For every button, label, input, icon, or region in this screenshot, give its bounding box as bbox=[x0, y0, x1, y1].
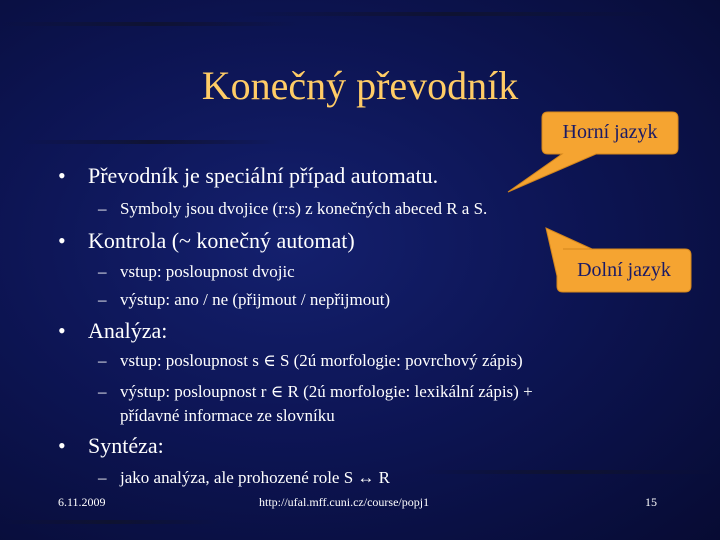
footer-date: 6.11.2009 bbox=[58, 495, 106, 509]
sub-item bbox=[98, 467, 390, 488]
bullet-item bbox=[58, 318, 167, 344]
bullet-text: Analýza: bbox=[88, 318, 168, 343]
sub-marker: – bbox=[98, 468, 107, 487]
bullet-item bbox=[58, 228, 355, 254]
slide-title: Konečný převodník bbox=[201, 63, 519, 108]
sub-item bbox=[98, 289, 390, 310]
sub-item bbox=[98, 198, 487, 219]
footer-page-number: 15 bbox=[645, 495, 657, 509]
bullet-marker: • bbox=[58, 433, 66, 458]
sub-marker: – bbox=[98, 351, 107, 370]
bullet-marker: • bbox=[58, 318, 66, 343]
bullet-item bbox=[58, 163, 438, 189]
callout-lower-label: Dolní jazyk bbox=[577, 259, 671, 281]
sub-marker: – bbox=[98, 290, 107, 309]
sub-text: jako analýza, ale prohozené role S ↔ R bbox=[120, 468, 391, 487]
sub-text: vstup: posloupnost dvojic bbox=[120, 262, 295, 281]
sub-item bbox=[98, 381, 533, 402]
sub-text: výstup: ano / ne (přijmout / nepřijmout) bbox=[120, 290, 391, 309]
bullet-marker: • bbox=[58, 163, 66, 188]
bullet-marker: • bbox=[58, 228, 66, 253]
sub-marker: – bbox=[98, 199, 107, 218]
bullet-text: Převodník je speciální případ automatu. bbox=[88, 163, 439, 188]
sub-text: vstup: posloupnost s ∈ S (2ú morfologie: povrchový zápis) bbox=[120, 351, 523, 370]
footer-url[interactable]: http://ufal.mff.cuni.cz/course/popj1 bbox=[259, 495, 430, 509]
bullet-item bbox=[58, 433, 164, 459]
bullet-text: Syntéza: bbox=[88, 433, 164, 458]
bullet-text: Kontrola (~ konečný automat) bbox=[88, 228, 355, 253]
sub-marker: – bbox=[98, 262, 107, 281]
sub-item bbox=[98, 261, 295, 282]
callout-upper-label: Horní jazyk bbox=[562, 121, 658, 143]
sub-text-continuation: přídavné informace ze slovníku bbox=[120, 406, 335, 425]
sub-item bbox=[98, 350, 523, 371]
sub-marker: – bbox=[98, 382, 107, 401]
sub-text: výstup: posloupnost r ∈ R (2ú morfologie: lexikální zápis) + bbox=[120, 382, 533, 401]
sub-text: Symboly jsou dvojice (r:s) z konečných abeced R a S. bbox=[120, 199, 488, 218]
